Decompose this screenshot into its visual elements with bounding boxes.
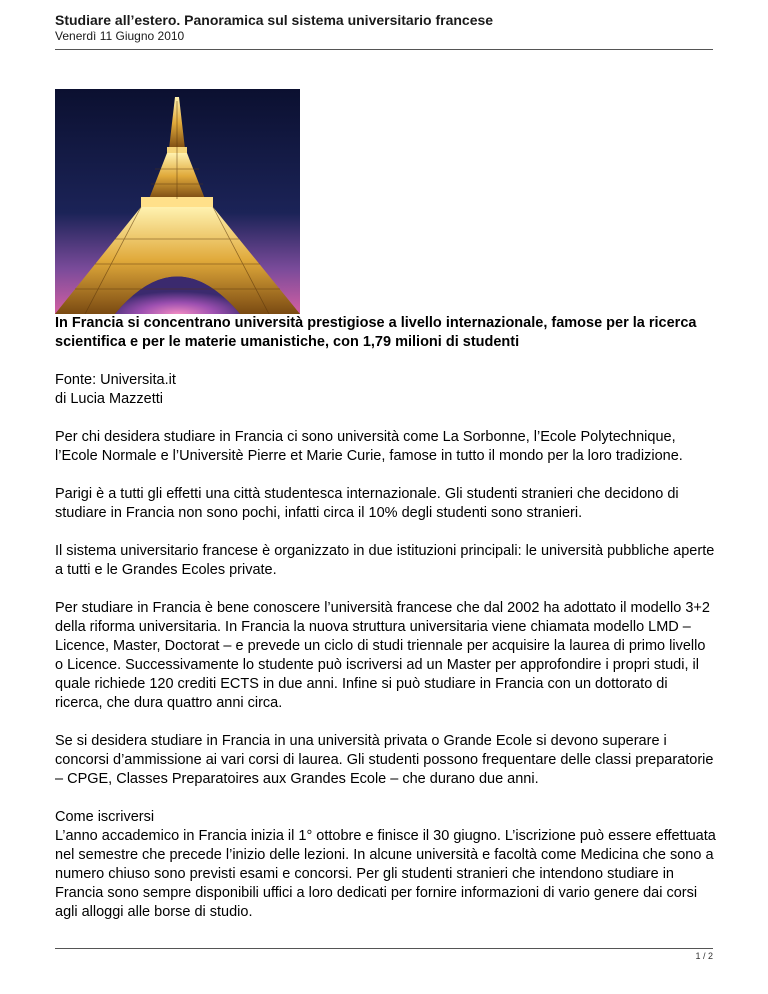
eiffel-tower-photo xyxy=(55,89,300,314)
article-body xyxy=(55,314,717,941)
section-heading: Come iscriversi xyxy=(55,809,155,825)
article-lead: In Francia si concentrano università prestigiose a livello internazionale, famose per la ricerca scientifica e per le materie umanistiche, con 1,79 milioni di studenti xyxy=(55,315,697,350)
article-paragraph: Se si desidera studiare in Francia in una università privata o Grande Ecole si devono superare i concorsi d’ammissione ai vari corsi di laurea. Gli studenti possono frequentare delle classi preparatorie – CPGE, Classes Preparatoires aux Grandes Ecole – che durano due anni. xyxy=(55,733,714,787)
article-paragraph: Parigi è a tutti gli effetti una città studentesca internazionale. Gli studenti stranieri che decidono di studiare in Francia non sono pochi, infatti circa il 10% degli studenti sono stranieri. xyxy=(55,486,679,521)
article-author: di Lucia Mazzetti xyxy=(55,391,163,407)
article-credits xyxy=(55,371,717,409)
footer-divider xyxy=(55,948,713,949)
page-title: Studiare all’estero. Panoramica sul sistema universitario francese xyxy=(55,12,494,28)
page-number: 1 / 2 xyxy=(695,951,713,961)
eiffel-tower-illustration xyxy=(55,89,300,314)
article-section xyxy=(55,808,717,922)
page-header xyxy=(55,12,713,44)
article-paragraph: Il sistema universitario francese è organizzato in due istituzioni principali: le università pubbliche aperte a tutti e le Grandes Ecoles private. xyxy=(55,543,715,578)
article-source: Fonte: Universita.it xyxy=(55,372,176,388)
publish-date: Venerdì 11 Giugno 2010 xyxy=(55,29,185,43)
article-paragraph: Per studiare in Francia è bene conoscere l’università francese che dal 2002 ha adottato il modello 3+2 della riforma universitaria. In Francia la nuova struttura universitaria viene chiamata modello LMD – Licence, Master, Doctorat – e prevede un ciclo di studi triennale per acquisire la laurea di primo livello o Licence. Successivamente lo studente può iscriversi ad un Master per approfondire i propri studi, il quale richiede 120 crediti ECTS in due anni. Infine si può studiare in Francia con un dottorato di ricerca, che dura quattro anni circa. xyxy=(55,600,710,711)
section-text: L’anno accademico in Francia inizia il 1° ottobre e finisce il 30 giugno. L’iscrizione può essere effettuata nel semestre che precede l’inizio delle lezioni. In alcune università e facoltà come Medicina che sono a numero chiuso sono previsti esami e concorsi. Per gli studenti stranieri che intendono studiare in Francia sono sempre disponibili uffici a loro dedicati per fornire informazioni di vario genere dai corsi agli alloggi alle borse di studio. xyxy=(55,828,716,920)
header-divider xyxy=(55,49,713,50)
article-paragraph: Per chi desidera studiare in Francia ci sono università come La Sorbonne, l’Ecole Polytechnique, l’Ecole Normale e l’Universitè Pierre et Marie Curie, famose in tutto il mondo per la loro tradizione. xyxy=(55,429,683,464)
